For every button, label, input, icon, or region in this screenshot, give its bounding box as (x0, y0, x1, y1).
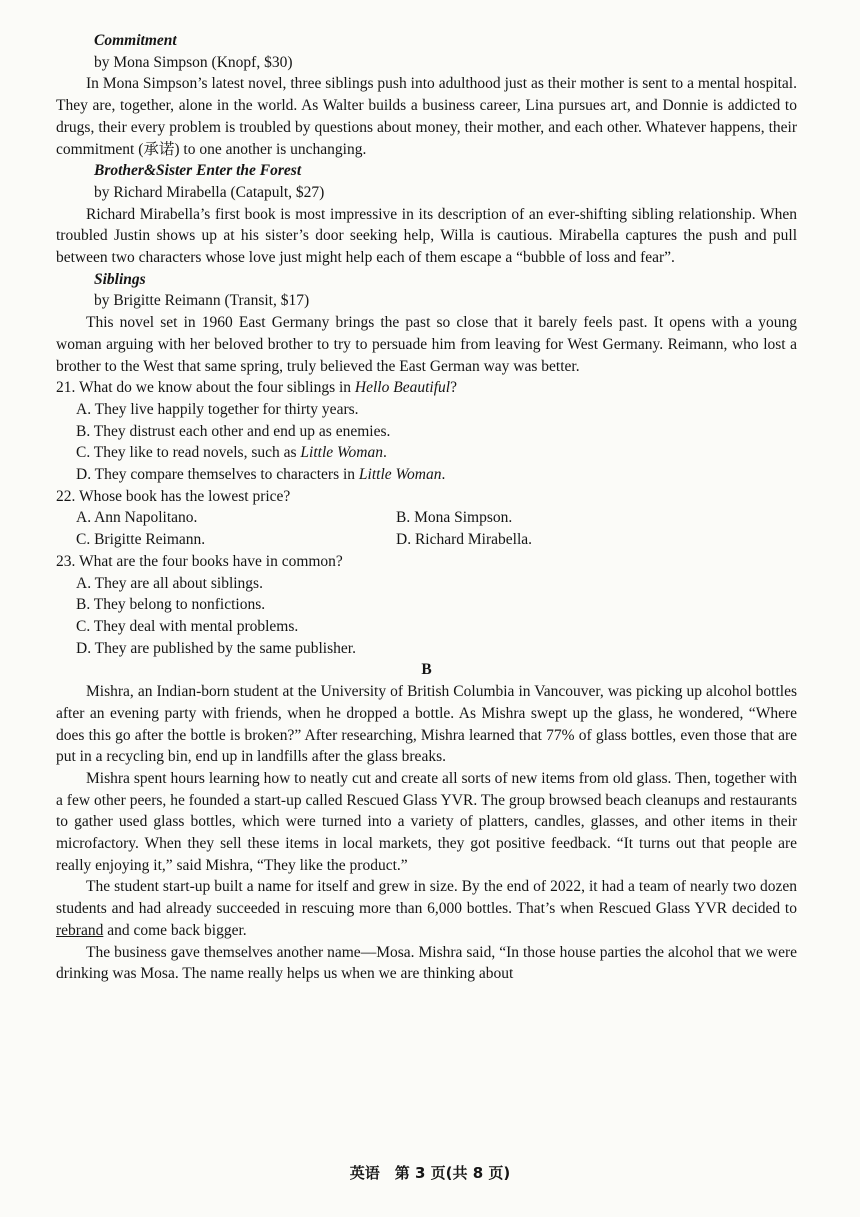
book-description: In Mona Simpson’s latest novel, three siblings push into adulthood just as their mother is sent to a mental hospital. They are, together, alone in the world. As Walter builds a business career, Lina pursues art, and Donnie is addicted to drugs, their every problem is troubled by questions about money, their mother, and each other. Whatever happens, their commitment (承诺) to one another is unchanging. (56, 75, 797, 158)
option-b: B. Mona Simpson. (396, 509, 513, 527)
book-byline: by Mona Simpson (Knopf, $30) (94, 53, 293, 71)
option-text-end: . (382, 444, 387, 462)
book-description: This novel set in 1960 East Germany brings the past so close that it barely feels past. It opens with a young woman arguing with her beloved brother to try to persuade him from leaving for West Germany. Reimann, who lost a brother to the West that same spring, truly believed the East German way was better. (56, 314, 797, 375)
option-row (56, 507, 797, 529)
book-description: Richard Mirabella’s first book is most impressive in its description of an ever-shifting sibling relationship. When troubled Justin shows up at his sister’s door seeking help, Willa is cautious. Mirabella captures the push and pull between two characters whose love just might help each of them escape a “bubble of loss and fear”. (56, 205, 797, 267)
question-22: 22. Whose book has the lowest price? (56, 487, 291, 505)
option-b: B. They distrust each other and end up as enemies. (76, 422, 391, 440)
passage-paragraph: Mishra, an Indian-born student at the University of British Columbia in Vancouver, was picking up alcohol bottles after an evening party with friends, when he dropped a bottle. As Mishra swept up the glass, he wondered, “Where does this go after the bottle is broken?” After researching, Mishra learned that 77% of glass bottles, even those that are put in a recycling bin, end up in landfills after the glass breaks. (56, 683, 797, 766)
option-a: A. Ann Napolitano. (76, 509, 198, 527)
book-title: Siblings (94, 270, 146, 288)
passage-paragraph: Mishra spent hours learning how to neatly cut and create all sorts of new items from old glass. Then, together with a few other peers, he founded a start-up called Rescued Glass YVR. The group browsed beach cleanups and restaurants to gather used glass bottles, which were turned into a variety of platters, candles, glasses, and other items in their microfactory. When they sell these items in local markets, they got positive feedback. “It turns out that people are really enjoying it,” said Mishra, “They like the product.” (56, 769, 797, 874)
book-byline: by Brigitte Reimann (Transit, $17) (94, 292, 310, 310)
book-title: Brother&Sister Enter the Forest (94, 162, 302, 180)
option-italic: Little Woman (358, 466, 442, 484)
paragraph-text-end: and come back bigger. (103, 921, 247, 939)
book-title: Commitment (94, 32, 177, 49)
page-content (56, 30, 797, 985)
passage-paragraph (56, 876, 797, 941)
option-c (56, 442, 797, 464)
underlined-word: rebrand (56, 921, 104, 939)
option-italic: Little Woman (300, 444, 383, 462)
passage-paragraph: The business gave themselves another name—Mosa. Mishra said, “In those house parties the alcohol that we were drinking was Mosa. The name really helps us when we are thinking about (56, 943, 797, 983)
book-byline: by Richard Mirabella (Catapult, $27) (94, 183, 325, 201)
option-row (56, 529, 797, 551)
option-text: C. They like to read novels, such as (76, 444, 301, 462)
option-d: D. They are published by the same publisher. (76, 639, 356, 657)
question-book-title: Hello Beautiful (354, 379, 451, 397)
option-c: C. They deal with mental problems. (76, 617, 299, 635)
option-c: C. Brigitte Reimann. (76, 531, 206, 549)
option-text-end: . (441, 466, 446, 484)
page-footer: 英语 第 3 页(共 8 页) (349, 1164, 511, 1182)
question-stem-end: ? (450, 379, 457, 397)
question-stem: 21. What do we know about the four siblings in (56, 379, 355, 397)
question-21 (56, 377, 797, 399)
option-a: A. They are all about siblings. (76, 574, 263, 592)
option-b: B. They belong to nonfictions. (76, 596, 266, 614)
option-d (56, 464, 797, 486)
option-text: D. They compare themselves to characters in (76, 466, 359, 484)
question-23: 23. What are the four books have in common? (56, 552, 343, 570)
option-a: A. They live happily together for thirty years. (76, 400, 359, 418)
section-heading: B (421, 661, 432, 679)
paragraph-text: The student start-up built a name for itself and grew in size. By the end of 2022, it had a team of nearly two dozen students and had already succeeded in rescuing more than 6,000 bottles. That’s when Rescued Glass YVR decided to (56, 878, 797, 918)
option-d: D. Richard Mirabella. (396, 531, 533, 549)
